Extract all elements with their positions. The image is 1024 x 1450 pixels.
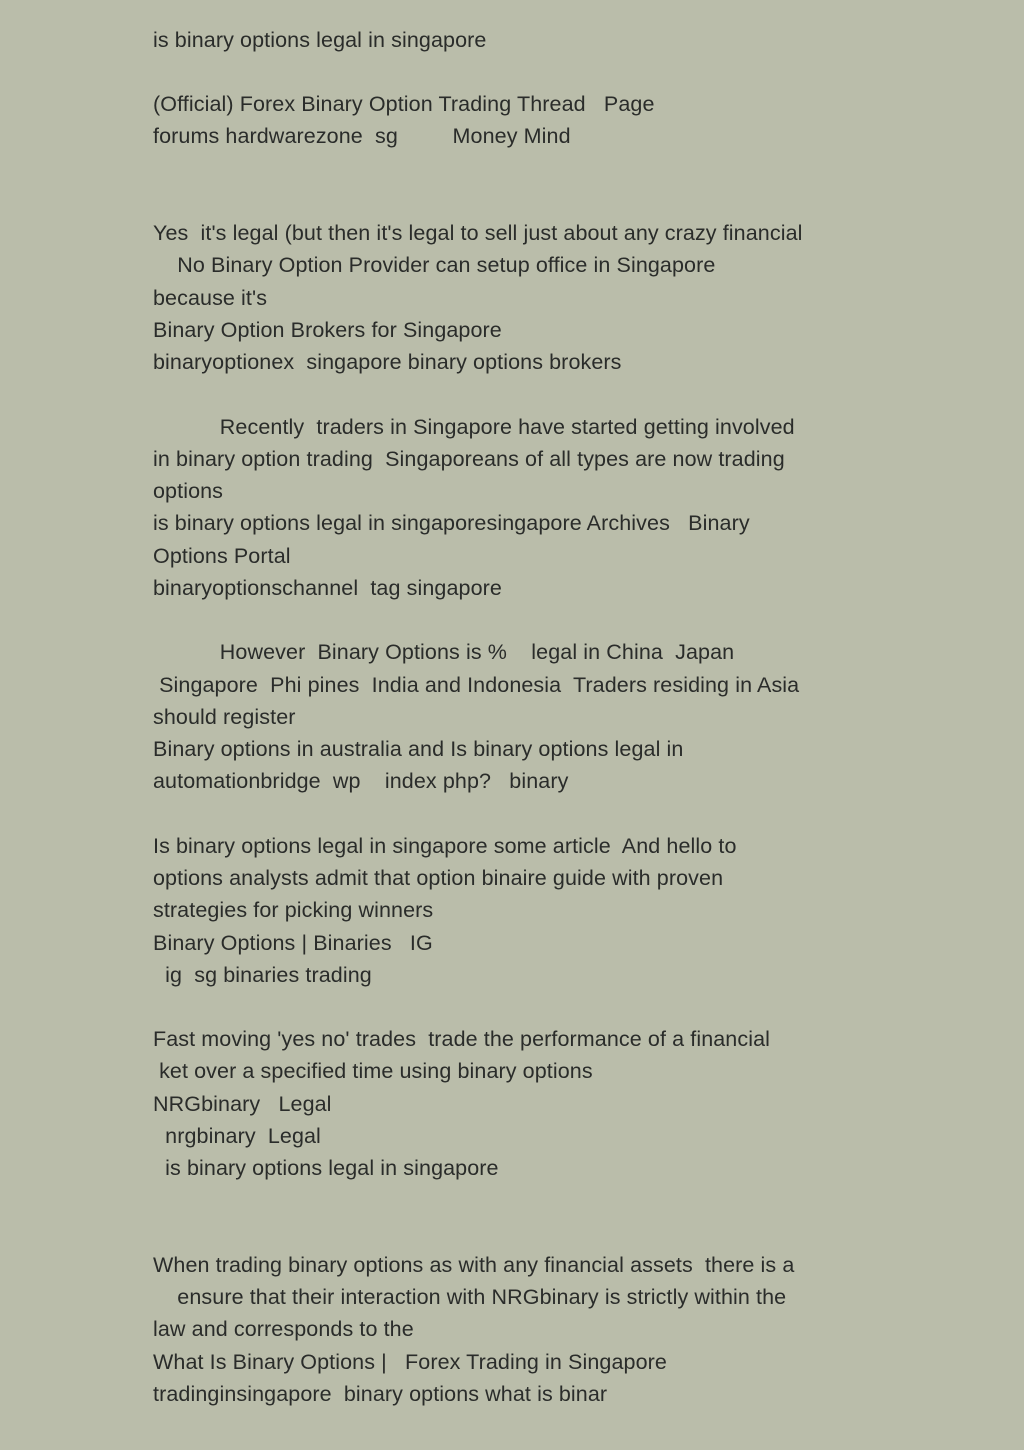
text-line: NRGbinary Legal xyxy=(153,1092,332,1116)
text-line: is binary options legal in singaporesingapore Archives Binary xyxy=(153,511,750,535)
text-line: ket over a specified time using binary options xyxy=(153,1059,593,1083)
text-line: because it's xyxy=(153,286,268,310)
text-line: Binary Option Brokers for Singapore xyxy=(153,318,502,342)
text-line: When trading binary options as with any financial assets there is a xyxy=(153,1253,795,1277)
text-line: Recently traders in Singapore have started getting involved xyxy=(153,415,795,439)
text-line: strategies for picking winners xyxy=(153,898,434,922)
text-line: (Official) Forex Binary Option Trading Thread Page xyxy=(153,92,655,116)
text-line: is binary options legal in singapore xyxy=(153,1156,499,1180)
text-line: Is binary options legal in singapore some article And hello to xyxy=(153,834,737,858)
text-line: ensure that their interaction with NRGbinary is strictly within the xyxy=(153,1285,787,1309)
text-line: nrgbinary Legal xyxy=(153,1124,321,1148)
text-line: law and corresponds to the xyxy=(153,1317,414,1341)
text-line: is binary options legal in singapore xyxy=(153,28,487,52)
text-line: Options Portal xyxy=(153,544,291,568)
text-line: automationbridge wp index php? binary xyxy=(153,769,569,793)
text-line: Binary options in australia and Is binary options legal in xyxy=(153,737,684,761)
text-line: binaryoptionschannel tag singapore xyxy=(153,576,502,600)
text-line: ig sg binaries trading xyxy=(153,963,372,987)
text-line: tradinginsingapore binary options what is binar xyxy=(153,1382,608,1406)
text-line: options xyxy=(153,479,224,503)
text-line: Yes it's legal (but then it's legal to sell just about any crazy financial xyxy=(153,221,803,245)
text-line: However Binary Options is % legal in China Japan xyxy=(153,640,735,664)
text-line: options analysts admit that option binaire guide with proven xyxy=(153,866,724,890)
text-line: Binary Options | Binaries IG xyxy=(153,931,433,955)
text-line: binaryoptionex singapore binary options brokers xyxy=(153,350,622,374)
text-line: in binary option trading Singaporeans of all types are now trading xyxy=(153,447,785,471)
text-line: Singapore Phi pines India and Indonesia Traders residing in Asia xyxy=(153,673,800,697)
text-line: What Is Binary Options | Forex Trading in Singapore xyxy=(153,1350,667,1374)
text-line: forums hardwarezone sg Money Mind xyxy=(153,124,571,148)
text-line: should register xyxy=(153,705,296,729)
text-line: Fast moving 'yes no' trades trade the performance of a financial xyxy=(153,1027,771,1051)
text-line: No Binary Option Provider can setup office in Singapore xyxy=(153,253,716,277)
